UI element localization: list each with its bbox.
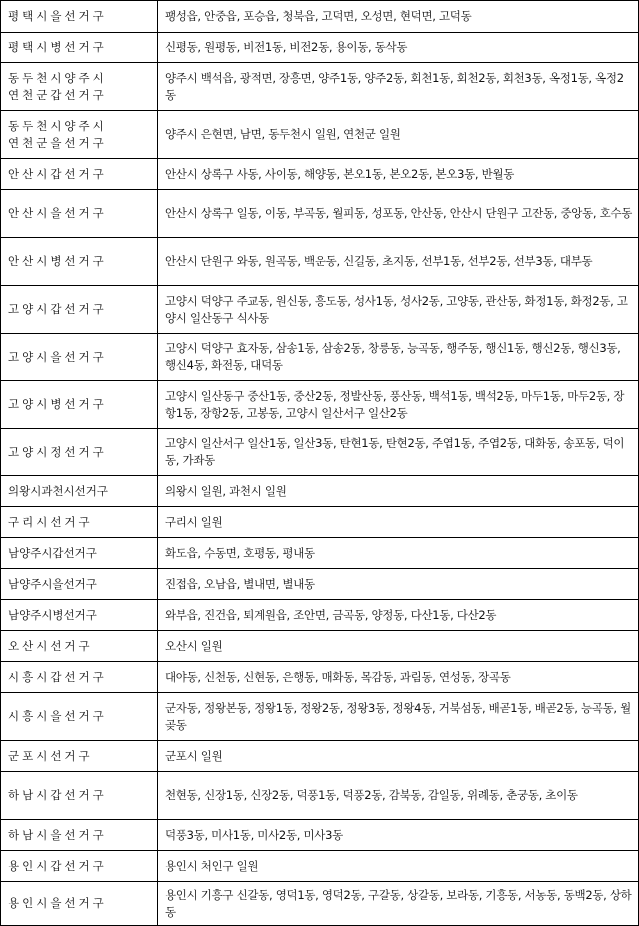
district-name-cell: 시흥시을선거구 [1, 693, 158, 741]
district-area-cell: 용인시 기흥구 신갈동, 영덕1동, 영덕2동, 구갈동, 상갈동, 보라동, 기흥동, 서농동, 동백2동, 상하동 [158, 882, 639, 926]
table-row [1, 851, 639, 882]
district-name-cell: 평택시을선거구 [1, 1, 158, 33]
table-row [1, 429, 639, 476]
table-row [1, 111, 639, 159]
table-row [1, 600, 639, 631]
district-area-cell: 고양시 덕양구 효자동, 삼송1동, 삼송2동, 창릉동, 능곡동, 행주동, 행신1동, 행신2동, 행신3동, 행신4동, 화전동, 대덕동 [158, 334, 639, 381]
table-row [1, 381, 639, 429]
table-row [1, 334, 639, 381]
district-area-cell: 대야동, 신천동, 신현동, 은행동, 매화동, 목감동, 과림동, 연성동, 장곡동 [158, 662, 639, 693]
district-name-cell: 남양주시갑선거구 [1, 538, 158, 569]
district-area-cell: 용인시 처인구 일원 [158, 851, 639, 882]
district-area-cell: 와부읍, 진건읍, 퇴계원읍, 조안면, 금곡동, 양정동, 다산1동, 다산2동 [158, 600, 639, 631]
district-name-cell: 안산시병선거구 [1, 238, 158, 286]
district-area-cell: 의왕시 일원, 과천시 일원 [158, 476, 639, 507]
table-row [1, 476, 639, 507]
table-row [1, 741, 639, 772]
district-area-cell: 화도읍, 수동면, 호평동, 평내동 [158, 538, 639, 569]
table-row [1, 33, 639, 63]
district-area-cell: 고양시 덕양구 주교동, 원신동, 흥도동, 성사1동, 성사2동, 고양동, 관산동, 화정1동, 화정2동, 고양시 일산동구 식사동 [158, 286, 639, 334]
district-name-cell: 남양주시을선거구 [1, 569, 158, 600]
district-name-cell: 고양시갑선거구 [1, 286, 158, 334]
district-name-cell: 의왕시과천시선거구 [1, 476, 158, 507]
district-name-cell: 안산시갑선거구 [1, 159, 158, 190]
district-area-cell: 팽성읍, 안중읍, 포승읍, 청북읍, 고덕면, 오성면, 현덕면, 고덕동 [158, 1, 639, 33]
district-name-cell: 구리시선거구 [1, 507, 158, 538]
table-row [1, 238, 639, 286]
district-area-cell: 안산시 단원구 와동, 원곡동, 백운동, 신길동, 초지동, 선부1동, 선부2동, 선부3동, 대부동 [158, 238, 639, 286]
district-area-cell: 군포시 일원 [158, 741, 639, 772]
table-row [1, 662, 639, 693]
district-name-cell: 하남시갑선거구 [1, 772, 158, 820]
district-name-cell: 용인시을선거구 [1, 882, 158, 926]
table-row [1, 63, 639, 111]
district-area-cell: 고양시 일산서구 일산1동, 일산3동, 탄현1동, 탄현2동, 주엽1동, 주엽2동, 대화동, 송포동, 덕이동, 가좌동 [158, 429, 639, 476]
district-area-cell: 안산시 상록구 사동, 사이동, 해양동, 본오1동, 본오2동, 본오3동, 반월동 [158, 159, 639, 190]
table-row [1, 159, 639, 190]
district-name-cell: 남양주시병선거구 [1, 600, 158, 631]
district-area-cell: 양주시 은현면, 남면, 동두천시 일원, 연천군 일원 [158, 111, 639, 159]
district-name-cell: 동두천시양주시 연천군갑선거구 [1, 63, 158, 111]
district-name-cell: 안산시을선거구 [1, 190, 158, 238]
table-row [1, 190, 639, 238]
table-row [1, 538, 639, 569]
district-name-cell: 군포시선거구 [1, 741, 158, 772]
district-area-cell: 오산시 일원 [158, 631, 639, 662]
district-name-cell: 고양시을선거구 [1, 334, 158, 381]
table-row [1, 631, 639, 662]
district-name-cell: 평택시병선거구 [1, 33, 158, 63]
district-table-body [1, 1, 639, 926]
district-area-cell: 천현동, 신장1동, 신장2동, 덕풍1동, 덕풍2동, 감북동, 감일동, 위례동, 춘궁동, 초이동 [158, 772, 639, 820]
table-row [1, 693, 639, 741]
district-area-cell: 안산시 상록구 일동, 이동, 부곡동, 월피동, 성포동, 안산동, 안산시 단원구 고잔동, 중앙동, 호수동 [158, 190, 639, 238]
district-area-cell: 군자동, 정왕본동, 정왕1동, 정왕2동, 정왕3동, 정왕4동, 거북섬동, 배곧1동, 배곧2동, 능곡동, 월곶동 [158, 693, 639, 741]
district-name-cell: 시흥시갑선거구 [1, 662, 158, 693]
district-name-cell: 용인시갑선거구 [1, 851, 158, 882]
district-area-cell: 고양시 일산동구 중산1동, 중산2동, 정발산동, 풍산동, 백석1동, 백석2동, 마두1동, 마두2동, 장항1동, 장항2동, 고봉동, 고양시 일산서구 일산2동 [158, 381, 639, 429]
district-name-cell: 고양시병선거구 [1, 381, 158, 429]
district-area-cell: 양주시 백석읍, 광적면, 장흥면, 양주1동, 양주2동, 회천1동, 회천2동, 회천3동, 옥정1동, 옥정2동 [158, 63, 639, 111]
district-area-cell: 구리시 일원 [158, 507, 639, 538]
district-area-cell: 진접읍, 오남읍, 별내면, 별내동 [158, 569, 639, 600]
district-area-cell: 덕풍3동, 미사1동, 미사2동, 미사3동 [158, 820, 639, 851]
district-name-cell: 오산시선거구 [1, 631, 158, 662]
district-area-cell: 신평동, 원평동, 비전1동, 비전2동, 용이동, 동삭동 [158, 33, 639, 63]
district-name-cell: 고양시정선거구 [1, 429, 158, 476]
table-row [1, 1, 639, 33]
table-row [1, 507, 639, 538]
district-name-cell: 하남시을선거구 [1, 820, 158, 851]
table-row [1, 286, 639, 334]
table-row [1, 882, 639, 926]
table-row [1, 569, 639, 600]
table-row [1, 820, 639, 851]
table-row [1, 772, 639, 820]
district-name-cell: 동두천시양주시 연천군을선거구 [1, 111, 158, 159]
